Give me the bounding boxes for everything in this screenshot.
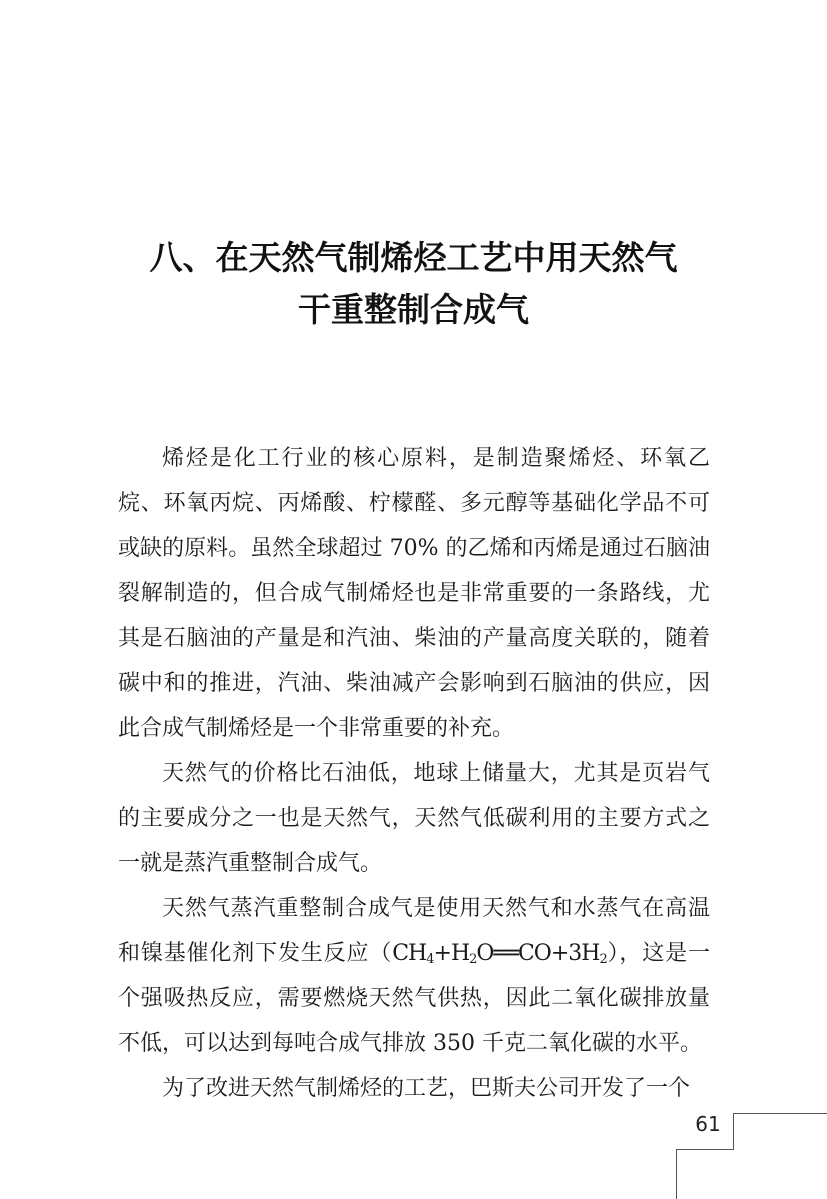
paragraph-3-before: 天然气蒸汽重整制合成气是使用天然气和水蒸气在高温和镍基催化剂下发生反应（	[118, 896, 710, 966]
eq-o-co: O══CO+3H	[476, 941, 600, 966]
reaction-equation	[392, 941, 607, 966]
eq-h-sub: 2	[469, 952, 477, 967]
paragraph-3-after: ），这是一个强吸热反应，需要燃烧天然气供热，因此二氧化碳排放量不低，可以达到每吨合成气排放 350 千克二氧化碳的水平。	[118, 941, 710, 1056]
corner-line-bottom	[676, 1149, 734, 1150]
section-title	[0, 232, 827, 336]
paragraph-4: 为了改进天然气制烯烃的工艺，巴斯夫公司开发了一个	[162, 1076, 691, 1101]
corner-line-right-vertical	[733, 1113, 734, 1149]
paragraph-1: 烯烃是化工行业的核心原料，是制造聚烯烃、环氧乙烷、环氧丙烷、丙烯酸、柠檬醛、多元醇等基础化学品不可或缺的原料。虽然全球超过 70% 的乙烯和丙烯是通过石脑油裂解制造的，但合成气制烯烃也是非常重要的一条路线，尤其是石脑油的产量是和汽油、柴油的产量高度关联的，随着碳中和的推进，汽油、柴油减产会影响到石脑油的供应，因此合成气制烯烃是一个非常重要的补充。	[118, 446, 710, 741]
page-number: 61	[695, 1112, 721, 1136]
section-title-line1: 八、在天然气制烯烃工艺中用天然气	[149, 238, 678, 277]
paragraph-2: 天然气的价格比石油低，地球上储量大，尤其是页岩气的主要成分之一也是天然气，天然气低碳利用的主要方式之一就是蒸汽重整制合成气。	[118, 761, 710, 876]
eq-h2-sub: 2	[599, 952, 607, 967]
eq-ch: CH	[392, 941, 427, 966]
paragraph-3	[118, 886, 710, 1066]
eq-ch-sub: 4	[426, 952, 434, 967]
section-title-line2: 干重整制合成气	[298, 290, 529, 329]
corner-line-left-vertical	[676, 1149, 677, 1199]
body-text	[118, 436, 710, 1111]
eq-plus-h: +H	[433, 941, 470, 966]
corner-line-top	[733, 1113, 827, 1114]
